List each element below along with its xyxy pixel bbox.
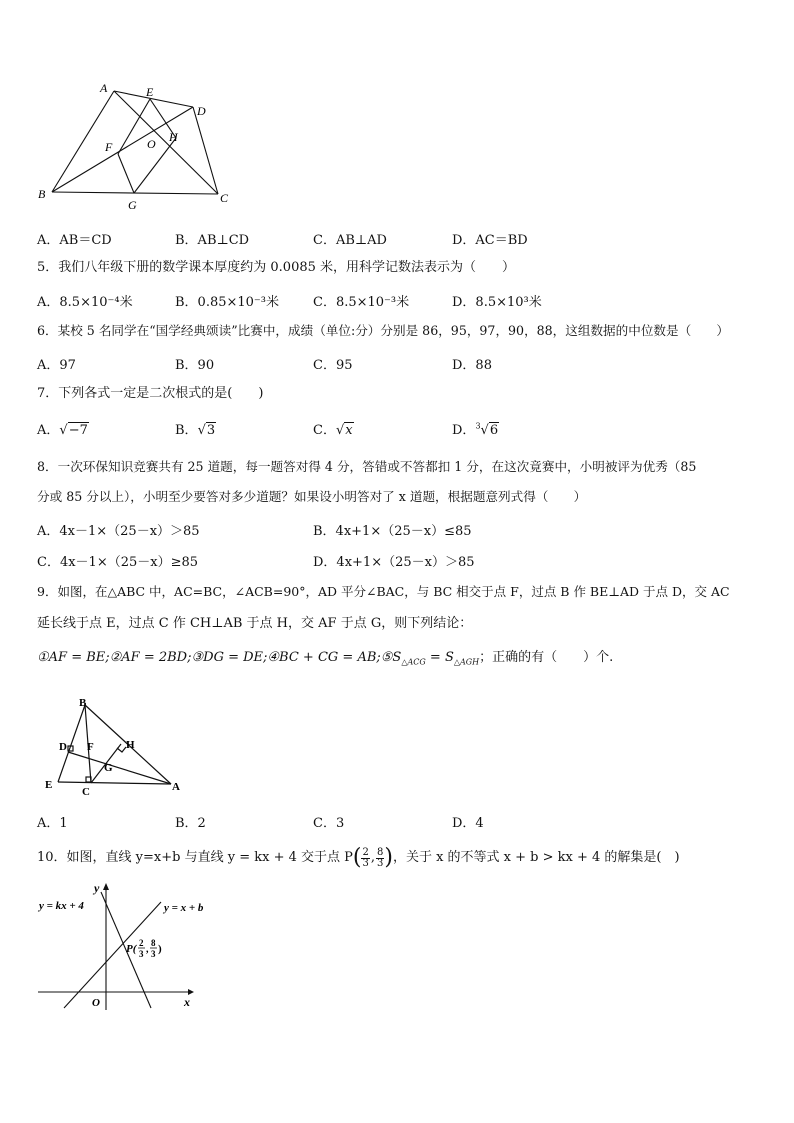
q8-option-c[interactable]: C．4x－1×（25－x）≥85 (37, 555, 199, 570)
label-C: C (82, 786, 90, 798)
q9-line1: 9．如图，在△ABC 中，AC=BC，∠ACB=90°，AD 平分∠BAC，与 BC 相交于点 F，过点 B 作 BE⊥AD 于点 D，交 AC (37, 584, 730, 599)
cbrt-icon: √6 (480, 423, 499, 438)
point-y-num: 8 (151, 938, 156, 948)
q4-option-c[interactable]: C．AB⊥AD (313, 233, 387, 248)
sqrt-icon: √x (335, 423, 353, 438)
q7-text: 7．下列各式一定是二次根式的是( ) (37, 386, 264, 401)
q8-line1: 8．一次环保知识竞赛共有 25 道题，每一题答对得 4 分，答错或不答都扣 1 分，在这次竟赛中，小明被评为优秀（85 (37, 459, 697, 474)
q9-question: ；正确的有（ ）个. (479, 650, 614, 665)
q5-option-c[interactable]: C．8.5×10⁻³米 (313, 295, 410, 310)
label-E: E (45, 779, 53, 791)
q9-option-d[interactable]: D．4 (452, 816, 484, 831)
point-x-num: 2 (139, 938, 144, 948)
sqrt-icon: √−7 (59, 423, 88, 438)
q10-text (37, 840, 680, 876)
q9-option-b[interactable]: B．2 (175, 816, 206, 831)
point-x-den: 3 (139, 949, 144, 959)
q6-text: 6．某校 5 名同学在“国学经典颂读”比赛中，成绩（单位:分）分别是 86，95，97，90，88，这组数据的中位数是（ ） (37, 323, 729, 338)
label-G: G (104, 762, 113, 774)
line-graph-figure (36, 880, 204, 1015)
q10-py: $\frac{8}{3}$ (376, 846, 384, 869)
sqrt-icon: √3 (197, 423, 216, 438)
comma: , (370, 850, 375, 865)
q8-line2: 分或 85 分以上），小明至少要答对多少道题？如果设小明答对了 x 道题，根据题意列式得（ ） (37, 489, 587, 504)
label-G: G (128, 198, 137, 212)
label-D: D (59, 741, 67, 753)
q9-sub1: △ACG (401, 657, 426, 667)
q6-option-a[interactable]: A．97 (37, 358, 76, 373)
axis-y-label: y (94, 881, 100, 895)
q8-option-a[interactable]: A．4x－1×（25－x）＞85 (37, 524, 200, 539)
line2-label: y = x + b (164, 902, 204, 914)
q6-option-b[interactable]: B．90 (175, 358, 215, 373)
line1-label: y = kx + 4 (39, 900, 84, 912)
q5-option-d[interactable]: D．8.5×10³米 (452, 295, 542, 310)
axis-x-label: x (184, 995, 190, 1009)
q5-text: 5．我们八年级下册的数学课本厚度约为 0.0085 米，用科学记数法表示为（ ） (37, 260, 516, 275)
q5-option-a[interactable]: A．8.5×10⁻⁴米 (37, 295, 133, 310)
q10-px: $\frac{2}{3}$ (362, 846, 369, 869)
label-H: H (126, 739, 135, 751)
label-D: D (197, 104, 206, 118)
q4-option-d[interactable]: D．AC＝BD (452, 233, 528, 248)
q8-option-d[interactable]: D．4x+1×（25－x）＞85 (313, 555, 475, 570)
q7-a-label: A． (37, 423, 60, 438)
q9-eq: = S (425, 650, 454, 665)
q6-option-c[interactable]: C．95 (313, 358, 353, 373)
q7-option-a[interactable] (37, 419, 89, 438)
label-B: B (79, 697, 87, 709)
q7-a-radicand: −7 (68, 423, 88, 438)
q9-option-a[interactable]: A．1 (37, 816, 68, 831)
label-B: B (38, 187, 46, 201)
label-A: A (172, 781, 180, 793)
q7-d-radicand: 6 (489, 423, 499, 438)
label-O: O (147, 137, 156, 151)
q9-sub2: △AGH (453, 657, 480, 667)
q7-option-c[interactable] (313, 419, 354, 438)
q7-d-label: D． (452, 423, 476, 438)
origin-label: O (92, 997, 100, 1009)
q7-c-radicand: x (345, 423, 353, 438)
q6-option-d[interactable]: D．88 (452, 358, 492, 373)
q5-option-b[interactable]: B．0.85×10⁻³米 (175, 295, 280, 310)
label-E: E (146, 85, 154, 99)
q10-prefix: 10．如图，直线 y=x+b 与直线 y = kx + 4 交于点 P (37, 850, 353, 865)
q9-option-c[interactable]: C．3 (313, 816, 345, 831)
q7-b-label: B． (175, 423, 198, 438)
label-F: F (105, 140, 113, 154)
label-F: F (87, 741, 94, 753)
q4-option-b[interactable]: B．AB⊥CD (175, 233, 250, 248)
label-A: A (100, 81, 108, 95)
q9-statements: ①AF = BE;②AF = 2BD;③DG = DE;④BC + CG = AB;⑤S (37, 650, 402, 665)
q7-c-label: C． (313, 423, 336, 438)
q8-option-b[interactable]: B．4x+1×（25－x）≤85 (313, 524, 472, 539)
point-label: P( (126, 943, 137, 955)
point-comma: , (146, 944, 149, 955)
q7-d-index: 3 (475, 421, 481, 431)
triangle-figure (38, 695, 188, 800)
q4-option-a[interactable]: A．AB＝CD (37, 233, 112, 248)
q10-suffix: ，关于 x 的不等式 x + b > kx + 4 的解集是( ) (392, 850, 680, 865)
q9-line2: 延长线于点 E，过点 C 作 CH⊥AB 于点 H，交 AF 于点 G，则下列结论： (37, 616, 473, 631)
point-label-close: ) (158, 943, 162, 955)
label-C: C (220, 191, 229, 205)
label-H: H (169, 130, 178, 144)
q7-option-d[interactable] (452, 419, 499, 438)
paren-close: ) (384, 845, 393, 870)
q9-line3 (37, 649, 613, 672)
paren-open: ( (352, 845, 362, 870)
point-y-den: 3 (151, 949, 156, 959)
q7-b-radicand: 3 (206, 423, 216, 438)
q7-option-b[interactable] (175, 419, 216, 438)
quadrilateral-figure (30, 78, 250, 213)
